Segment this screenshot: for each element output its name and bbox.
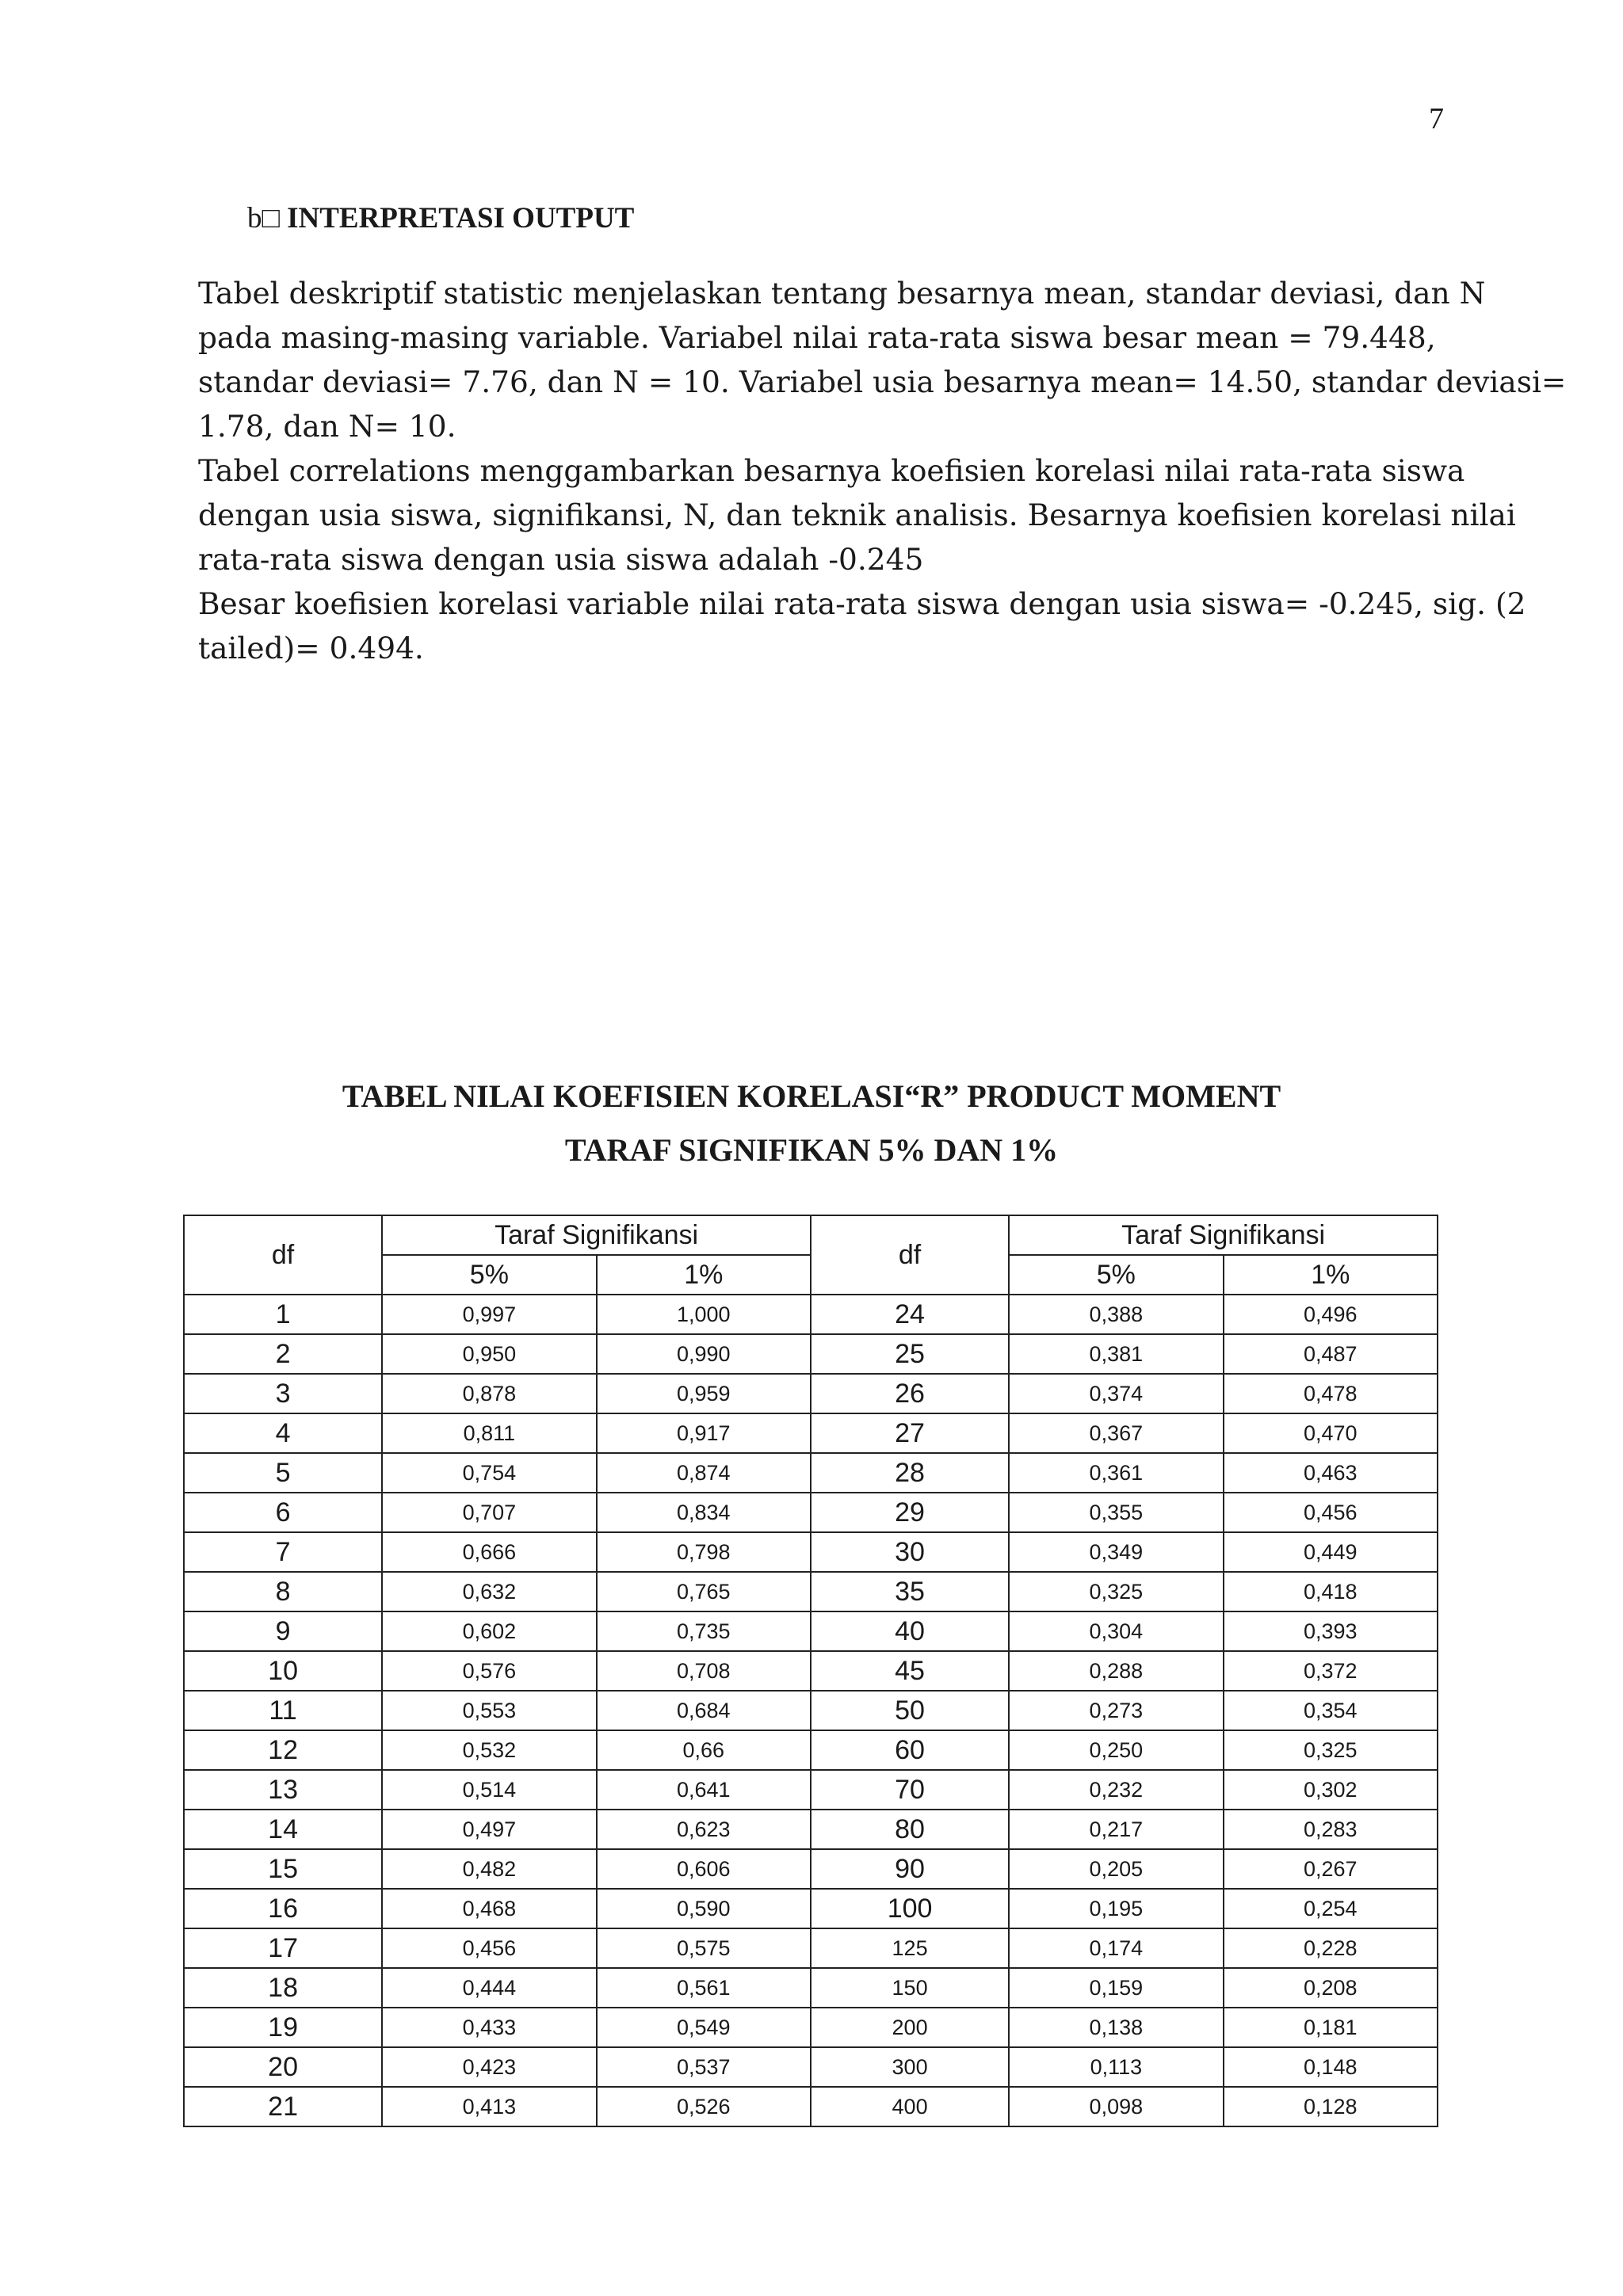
r-5pct-left-cell: 0,632: [382, 1572, 596, 1611]
df-right-cell: 80: [811, 1810, 1009, 1849]
r-1pct-left-cell: 0,641: [597, 1770, 811, 1810]
header-1-left: 1%: [597, 1255, 811, 1295]
r-5pct-left-cell: 0,811: [382, 1413, 596, 1453]
r-1pct-right-cell: 0,418: [1224, 1572, 1438, 1611]
text-line: Tabel deskriptif statistic menjelaskan tentang besarnya mean, standar deviasi, dan N: [198, 276, 1486, 311]
r-1pct-right-cell: 0,254: [1224, 1889, 1438, 1928]
table-row: [184, 1413, 1438, 1453]
text-line: Besar koefisien korelasi variable nilai rata-rata siswa dengan usia siswa= -0.245, sig. (2: [198, 586, 1526, 621]
r-1pct-right-cell: 0,148: [1224, 2047, 1438, 2087]
r-5pct-left-cell: 0,433: [382, 2008, 596, 2047]
table-row: [184, 2047, 1438, 2087]
r-1pct-left-cell: 0,959: [597, 1374, 811, 1413]
header-5-right: 5%: [1009, 1255, 1223, 1295]
text-line: tailed)= 0.494.: [198, 631, 424, 666]
r-5pct-left-cell: 0,444: [382, 1968, 596, 2008]
table-subtitle: TARAF SIGNIFIKAN 5% DAN 1%: [564, 1132, 1059, 1168]
df-right-cell: 24: [811, 1295, 1009, 1334]
r-1pct-right-cell: 0,449: [1224, 1532, 1438, 1572]
text-line: rata-rata siswa dengan usia siswa adalah -0.245: [198, 542, 924, 577]
table-title: TABEL NILAI KOEFISIEN KORELASI“R” PRODUCT MOMENT: [342, 1078, 1281, 1114]
table-row: [184, 1453, 1438, 1493]
table-row: [184, 1691, 1438, 1730]
df-left-cell: 6: [184, 1493, 382, 1532]
df-right-cell: 28: [811, 1453, 1009, 1493]
table-row: [184, 1611, 1438, 1651]
r-5pct-left-cell: 0,950: [382, 1334, 596, 1374]
r-1pct-left-cell: 0,590: [597, 1889, 811, 1928]
df-left-cell: 4: [184, 1413, 382, 1453]
df-right-cell: 30: [811, 1532, 1009, 1572]
r-5pct-right-cell: 0,174: [1009, 1928, 1223, 1968]
df-right-cell: 200: [811, 2008, 1009, 2047]
df-left-cell: 8: [184, 1572, 382, 1611]
df-left-cell: 1: [184, 1295, 382, 1334]
df-left-cell: 9: [184, 1611, 382, 1651]
table-row: [184, 1651, 1438, 1691]
section-heading: [247, 201, 634, 235]
header-df-left: df: [184, 1215, 382, 1295]
r-5pct-right-cell: 0,374: [1009, 1374, 1223, 1413]
df-right-cell: 45: [811, 1651, 1009, 1691]
r-5pct-right-cell: 0,381: [1009, 1334, 1223, 1374]
r-5pct-right-cell: 0,205: [1009, 1849, 1223, 1889]
r-5pct-right-cell: 0,159: [1009, 1968, 1223, 2008]
df-left-cell: 17: [184, 1928, 382, 1968]
table-row: [184, 1928, 1438, 1968]
r-5pct-right-cell: 0,232: [1009, 1770, 1223, 1810]
r-1pct-right-cell: 0,128: [1224, 2087, 1438, 2126]
r-1pct-right-cell: 0,208: [1224, 1968, 1438, 2008]
df-left-cell: 12: [184, 1730, 382, 1770]
table-row: [184, 1810, 1438, 1849]
r-1pct-right-cell: 0,228: [1224, 1928, 1438, 1968]
table-row: [184, 1770, 1438, 1810]
r-1pct-right-cell: 0,393: [1224, 1611, 1438, 1651]
r-5pct-right-cell: 0,361: [1009, 1453, 1223, 1493]
r-1pct-left-cell: 0,549: [597, 2008, 811, 2047]
list-marker: b□: [247, 202, 280, 235]
df-right-cell: 125: [811, 1928, 1009, 1968]
r-1pct-right-cell: 0,470: [1224, 1413, 1438, 1453]
df-left-cell: 10: [184, 1651, 382, 1691]
text-line: 1.78, dan N= 10.: [198, 409, 456, 444]
r-1pct-right-cell: 0,302: [1224, 1770, 1438, 1810]
df-right-cell: 400: [811, 2087, 1009, 2126]
text-line: Tabel correlations menggambarkan besarnya koefisien korelasi nilai rata-rata siswa: [198, 453, 1465, 488]
df-left-cell: 3: [184, 1374, 382, 1413]
table-row: [184, 1968, 1438, 2008]
df-right-cell: 25: [811, 1334, 1009, 1374]
df-right-cell: 100: [811, 1889, 1009, 1928]
r-5pct-right-cell: 0,098: [1009, 2087, 1223, 2126]
table-row: [184, 1374, 1438, 1413]
table-row: [184, 2087, 1438, 2126]
r-product-moment-table: [183, 1215, 1438, 2127]
table-body: [184, 1295, 1438, 2126]
df-left-cell: 19: [184, 2008, 382, 2047]
df-left-cell: 2: [184, 1334, 382, 1374]
df-right-cell: 300: [811, 2047, 1009, 2087]
text-line: dengan usia siswa, signifikansi, N, dan teknik analisis. Besarnya koefisien korelasi nilai: [198, 498, 1516, 532]
r-1pct-left-cell: 0,834: [597, 1493, 811, 1532]
table-row: [184, 1889, 1438, 1928]
r-5pct-left-cell: 0,482: [382, 1849, 596, 1889]
table-row: [184, 1730, 1438, 1770]
header-taraf-right: Taraf Signifikansi: [1009, 1215, 1438, 1255]
r-5pct-left-cell: 0,456: [382, 1928, 596, 1968]
r-1pct-left-cell: 0,990: [597, 1334, 811, 1374]
table-row: [184, 1493, 1438, 1532]
r-1pct-right-cell: 0,372: [1224, 1651, 1438, 1691]
r-1pct-left-cell: 0,526: [597, 2087, 811, 2126]
interpretation-text: [198, 271, 1567, 670]
r-1pct-left-cell: 1,000: [597, 1295, 811, 1334]
df-left-cell: 16: [184, 1889, 382, 1928]
df-right-cell: 27: [811, 1413, 1009, 1453]
r-5pct-left-cell: 0,878: [382, 1374, 596, 1413]
df-right-cell: 35: [811, 1572, 1009, 1611]
table-row: [184, 1572, 1438, 1611]
r-1pct-left-cell: 0,917: [597, 1413, 811, 1453]
r-1pct-left-cell: 0,798: [597, 1532, 811, 1572]
r-1pct-left-cell: 0,708: [597, 1651, 811, 1691]
r-5pct-right-cell: 0,195: [1009, 1889, 1223, 1928]
r-5pct-right-cell: 0,217: [1009, 1810, 1223, 1849]
r-5pct-left-cell: 0,468: [382, 1889, 596, 1928]
r-1pct-left-cell: 0,765: [597, 1572, 811, 1611]
df-right-cell: 29: [811, 1493, 1009, 1532]
r-5pct-right-cell: 0,388: [1009, 1295, 1223, 1334]
df-right-cell: 70: [811, 1770, 1009, 1810]
r-5pct-right-cell: 0,367: [1009, 1413, 1223, 1453]
r-1pct-right-cell: 0,354: [1224, 1691, 1438, 1730]
r-1pct-right-cell: 0,325: [1224, 1730, 1438, 1770]
r-5pct-right-cell: 0,113: [1009, 2047, 1223, 2087]
header-5-left: 5%: [382, 1255, 596, 1295]
r-5pct-left-cell: 0,602: [382, 1611, 596, 1651]
df-right-cell: 40: [811, 1611, 1009, 1651]
df-right-cell: 50: [811, 1691, 1009, 1730]
r-1pct-left-cell: 0,623: [597, 1810, 811, 1849]
r-1pct-right-cell: 0,487: [1224, 1334, 1438, 1374]
r-5pct-left-cell: 0,423: [382, 2047, 596, 2087]
table-row: [184, 1532, 1438, 1572]
r-5pct-left-cell: 0,997: [382, 1295, 596, 1334]
table-row: [184, 1334, 1438, 1374]
r-5pct-right-cell: 0,288: [1009, 1651, 1223, 1691]
r-5pct-left-cell: 0,666: [382, 1532, 596, 1572]
table-row: [184, 2008, 1438, 2047]
table-row: [184, 1295, 1438, 1334]
section-title: INTERPRETASI OUTPUT: [287, 202, 635, 235]
df-right-cell: 60: [811, 1730, 1009, 1770]
header-taraf-left: Taraf Signifikansi: [382, 1215, 811, 1255]
df-left-cell: 14: [184, 1810, 382, 1849]
df-right-cell: 90: [811, 1849, 1009, 1889]
df-right-cell: 26: [811, 1374, 1009, 1413]
r-1pct-left-cell: 0,561: [597, 1968, 811, 2008]
df-left-cell: 15: [184, 1849, 382, 1889]
df-left-cell: 13: [184, 1770, 382, 1810]
r-5pct-left-cell: 0,754: [382, 1453, 596, 1493]
r-5pct-left-cell: 0,514: [382, 1770, 596, 1810]
r-5pct-right-cell: 0,273: [1009, 1691, 1223, 1730]
r-1pct-right-cell: 0,463: [1224, 1453, 1438, 1493]
r-5pct-right-cell: 0,325: [1009, 1572, 1223, 1611]
df-left-cell: 11: [184, 1691, 382, 1730]
r-1pct-right-cell: 0,456: [1224, 1493, 1438, 1532]
r-1pct-left-cell: 0,684: [597, 1691, 811, 1730]
r-5pct-left-cell: 0,553: [382, 1691, 596, 1730]
r-5pct-left-cell: 0,707: [382, 1493, 596, 1532]
r-1pct-left-cell: 0,575: [597, 1928, 811, 1968]
df-left-cell: 21: [184, 2087, 382, 2126]
r-1pct-right-cell: 0,283: [1224, 1810, 1438, 1849]
r-5pct-left-cell: 0,532: [382, 1730, 596, 1770]
r-5pct-right-cell: 0,355: [1009, 1493, 1223, 1532]
r-5pct-right-cell: 0,250: [1009, 1730, 1223, 1770]
r-1pct-left-cell: 0,537: [597, 2047, 811, 2087]
r-1pct-right-cell: 0,181: [1224, 2008, 1438, 2047]
df-left-cell: 7: [184, 1532, 382, 1572]
r-5pct-right-cell: 0,349: [1009, 1532, 1223, 1572]
r-5pct-left-cell: 0,413: [382, 2087, 596, 2126]
df-left-cell: 5: [184, 1453, 382, 1493]
r-1pct-left-cell: 0,735: [597, 1611, 811, 1651]
r-1pct-right-cell: 0,496: [1224, 1295, 1438, 1334]
header-1-right: 1%: [1224, 1255, 1438, 1295]
r-5pct-left-cell: 0,497: [382, 1810, 596, 1849]
page-number: 7: [1429, 102, 1444, 135]
df-left-cell: 18: [184, 1968, 382, 2008]
table-row: [184, 1849, 1438, 1889]
r-5pct-right-cell: 0,304: [1009, 1611, 1223, 1651]
df-right-cell: 150: [811, 1968, 1009, 2008]
df-left-cell: 20: [184, 2047, 382, 2087]
header-df-right: df: [811, 1215, 1009, 1295]
r-1pct-left-cell: 0,66: [597, 1730, 811, 1770]
r-1pct-left-cell: 0,606: [597, 1849, 811, 1889]
r-1pct-left-cell: 0,874: [597, 1453, 811, 1493]
r-5pct-left-cell: 0,576: [382, 1651, 596, 1691]
r-5pct-right-cell: 0,138: [1009, 2008, 1223, 2047]
r-1pct-right-cell: 0,267: [1224, 1849, 1438, 1889]
r-1pct-right-cell: 0,478: [1224, 1374, 1438, 1413]
text-line: standar deviasi= 7.76, dan N = 10. Variabel usia besarnya mean= 14.50, standar deviasi=: [198, 364, 1567, 399]
text-line: pada masing-masing variable. Variabel nilai rata-rata siswa besar mean = 79.448,: [198, 320, 1436, 355]
